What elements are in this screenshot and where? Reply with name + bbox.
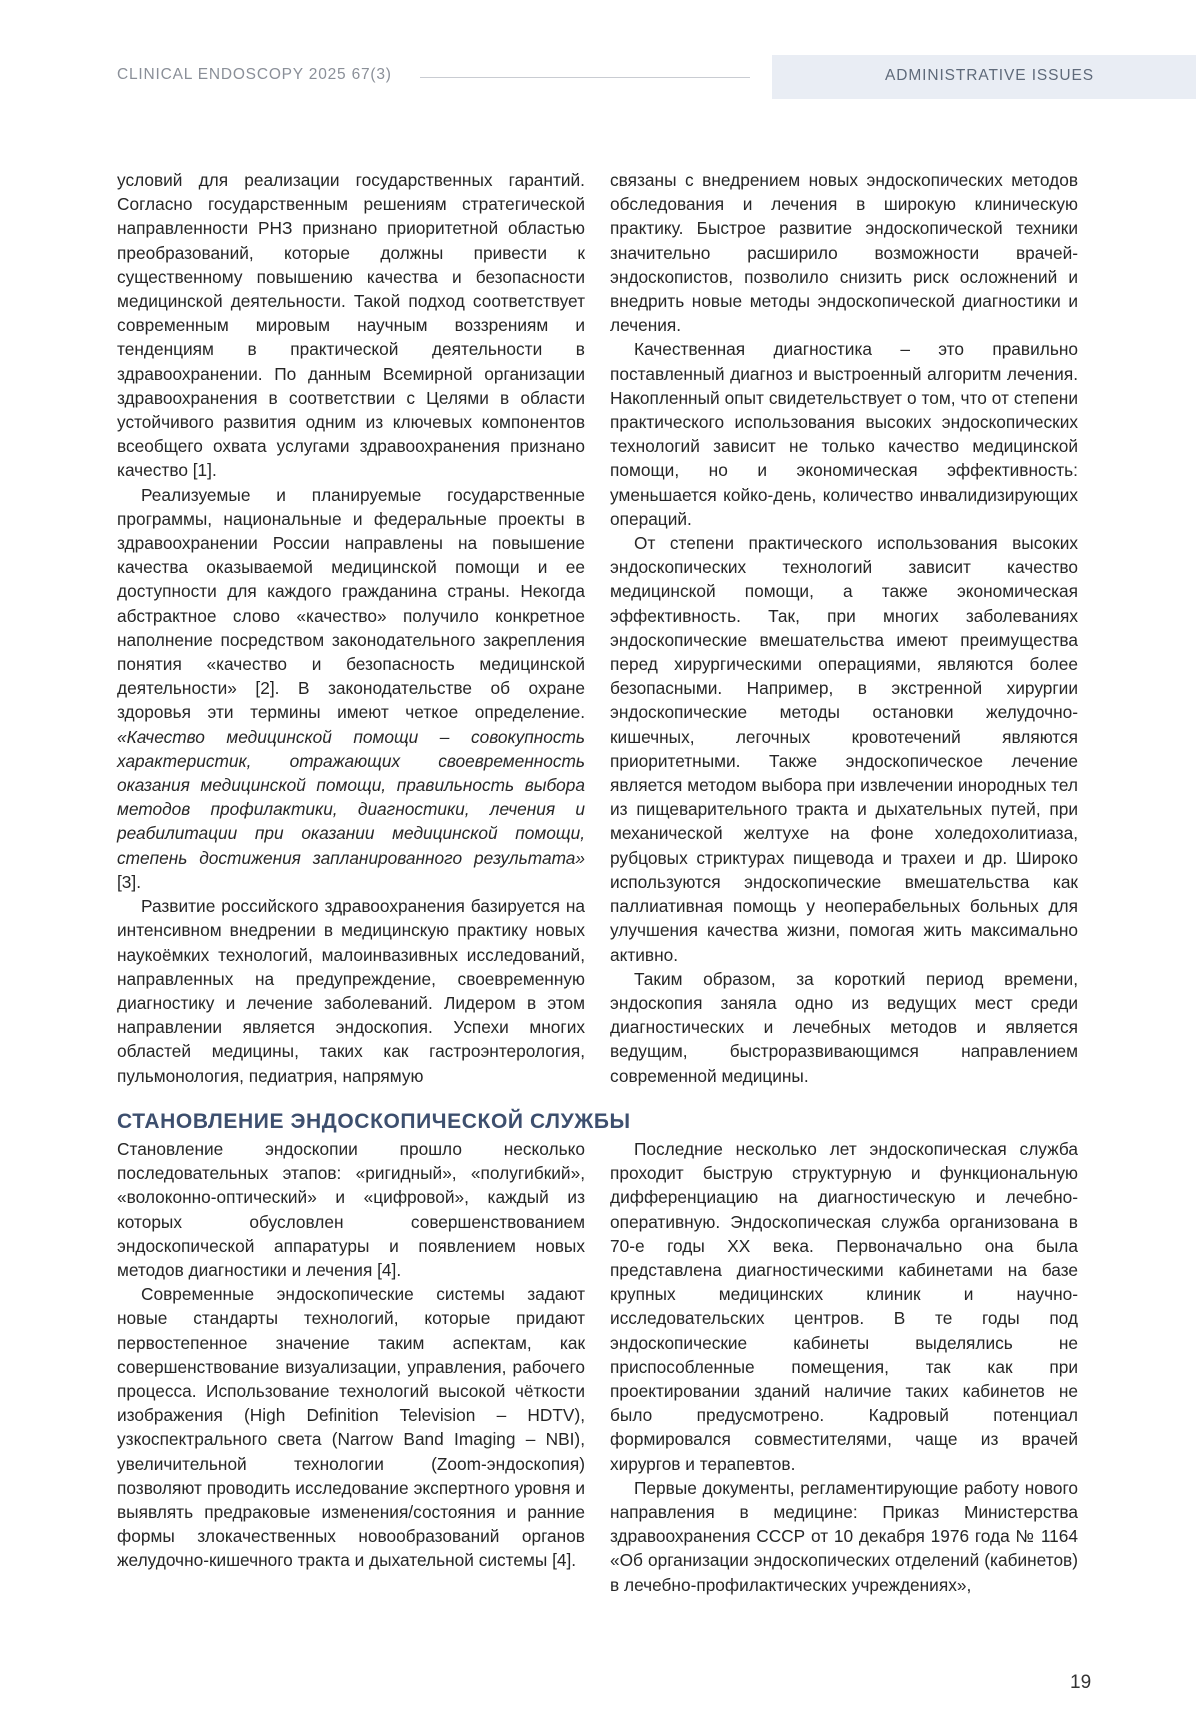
paragraph: Первые документы, регламентирующие работу нового направления в медицине: Приказ Министерства здравоохранения СССР от 10 декабря 1976 года № 1164 «Об организации эндоскопических отделений (кабинетов) в лечебно-профилактических учреждениях», [610, 1477, 1078, 1595]
paragraph [117, 483, 585, 894]
paragraph: Последние несколько лет эндоскопическая служба проходит быструю структурную и функциональную дифференциацию на диагностическую и лечебно-оперативную. Эндоскопическая служба организована в 70-е годы XX века. Первоначально она была представлена диагностическими кабинетами на базе крупных медицинских клиник и научно-исследовательских центров. В те годы под эндоскопические кабинеты выделялись не приспособленные помещения, так как при проектировании зданий наличие таких кабинетов не было предусмотрено. Кадровый потенциал формировался совместителями, чаще из врачей хирургов и терапевтов. [610, 1139, 1078, 1474]
paragraph-text: Реализуемые и планируемые государственные программы, национальные и федеральные проекты в здравоохранении России направлены на повышение качества оказываемой медицинской помощи и ее доступности для каждого гражданина страны. Некогда абстрактное слово «качество» получило конкретное наполнение посредством законодательного закрепления понятия «качество и безопасность медицинской деятельности» [2]. В законодательстве об охране здоровья эти термины имеют четкое определение. [117, 484, 585, 723]
paragraph: условий для реализации государственных гарантий. Согласно государственным решениям стратегической направленности РНЗ признано приоритетной областью преобразований, которые должны привести к существенному повышению качества и безопасности медицинской деятельности. Такой подход соответствует современным мировым научным воззрениям и тенденциям в практической деятельности в здравоохранении. По данным Всемирной организации здравоохранения в соответствии с Целями в области устойчивого развития одним из ключевых компонентов всеобщего охвата услугами здравоохранения признано качество [1]. [117, 170, 585, 481]
column-left-top [117, 168, 585, 1088]
header-rule [420, 77, 750, 78]
section-heading: СТАНОВЛЕНИЕ ЭНДОСКОПИЧЕСКОЙ СЛУЖБЫ [117, 1110, 631, 1133]
paragraph: Современные эндоскопические системы задают новые стандарты технологий, которые придают первостепенное значение таким аспектам, как совершенствование визуализации, управления, рабочего процесса. Использование технологий высокой чёткости изображения (High Definition Television – HDTV), узкоспектрального света (Narrow Band Imaging – NBI), увеличительной технологии (Zoom-эндоскопия) позволяют проводить исследование экспертного уровня и выявлять предраковые изменения/состояния и ранние формы злокачественных новообразований органов желудочно-кишечного тракта и дыхательной системы [4]. [117, 1284, 585, 1571]
column-left-bottom [117, 1137, 585, 1573]
paragraph: Становление эндоскопии прошло несколько последовательных этапов: «ригидный», «полугибкий», «волоконно-оптический» и «цифровой», каждый из которых обусловлен совершенствованием эндоскопической аппаратуры и появлением новых методов диагностики и лечения [4]. [117, 1139, 585, 1281]
section-label: ADMINISTRATIVE ISSUES [885, 67, 1094, 84]
paragraph: Развитие российского здравоохранения базируется на интенсивном внедрении в медицинскую практику новых наукоёмких технологий, малоинвазивных исследований, направленных на предупреждение, своевременную диагностику и лечение заболеваний. Лидером в этом направлении является эндоскопия. Успехи многих областей медицины, таких как гастроэнтерология, пульмонология, педиатрия, напрямую [117, 896, 585, 1086]
paragraph: связаны с внедрением новых эндоскопических методов обследования и лечения в широкую клиническую практику. Быстрое развитие эндоскопической техники значительно расширило возможности врачей-эндоскопистов, позволило снизить риск осложнений и внедрить новые методы эндоскопической диагностики и лечения. [610, 170, 1078, 336]
journal-title: CLINICAL ENDOSCOPY 2025 67(3) [117, 66, 392, 83]
page-number: 19 [1070, 1672, 1092, 1693]
column-right-bottom [610, 1137, 1078, 1597]
paragraph: Качественная диагностика – это правильно поставленный диагноз и выстроенный алгоритм лечения. Накопленный опыт свидетельствует о том, что от степени практического использования высоких эндоскопических технологий зависит не только качество медицинской помощи, но и экономическая эффективность: уменьшается койко-день, количество инвалидизирующих операций. [610, 339, 1078, 529]
paragraph: Таким образом, за короткий период времени, эндоскопия заняла одно из ведущих мест среди диагностических и лечебных методов и является ведущим, быстроразвивающимся направлением современной медицины. [610, 968, 1078, 1086]
citation: [3]. [117, 871, 142, 892]
page-header [0, 0, 1200, 160]
column-right-top [610, 168, 1078, 1088]
paragraph: От степени практического использования высоких эндоскопических технологий зависит качество медицинской помощи, а также экономическая эффективность. Так, при многих заболеваниях эндоскопические вмешательства имеют преимущества перед хирургическими операциями, являются более безопасными. Например, в экстренной хирургии эндоскопические методы остановки желудочно-кишечных, легочных кровотечений являются приоритетными. Также эндоскопическое лечение является методом выбора при извлечении инородных тел из пищеварительного тракта и дыхательных путей, при механической желтухе на фоне холедохолитиаза, рубцовых стриктурах пищевода и трахеи и др. Широко используются эндоскопические вмешательства как паллиативная помощь у неоперабельных больных для улучшения качества жизни, помогая жить максимально активно. [610, 533, 1078, 965]
quote-definition: «Качество медицинской помощи – совокупность характеристик, отражающих своевременность оказания медицинской помощи, правильность выбора методов профилактики, диагностики, лечения и реабилитации при оказании медицинской помощи, степень достижения запланированного результата» [117, 726, 585, 868]
